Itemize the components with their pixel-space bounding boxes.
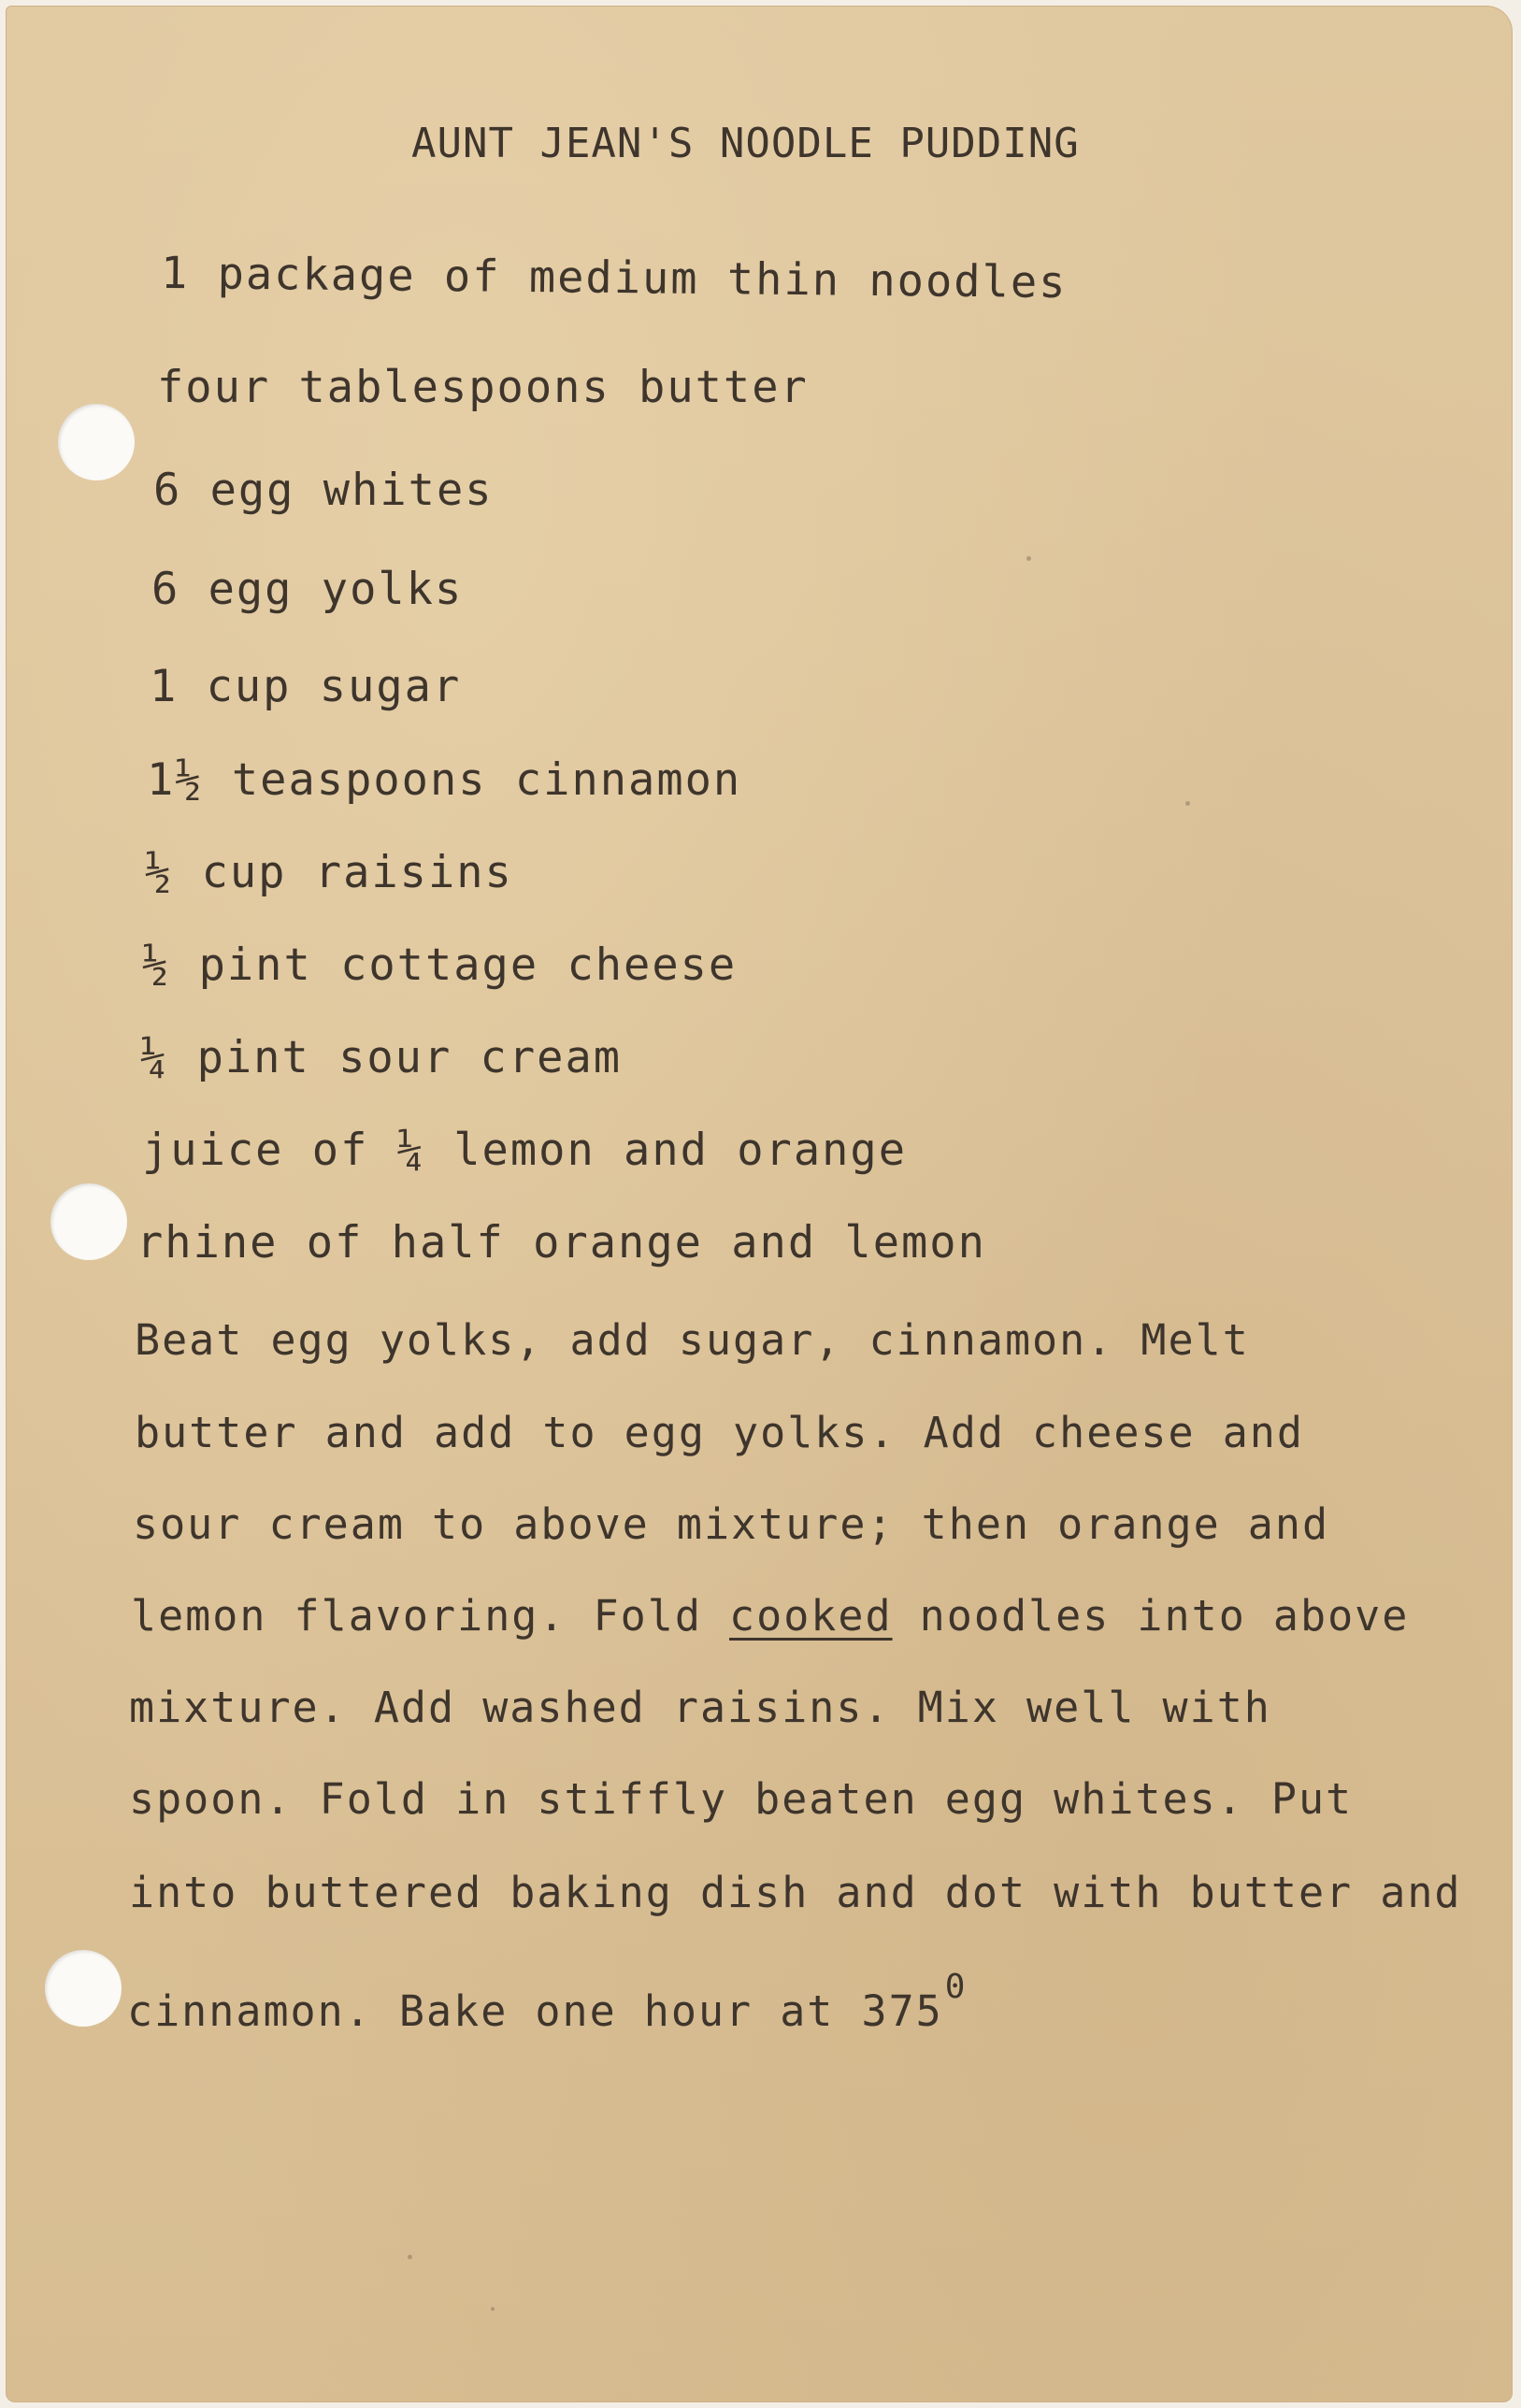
instruction-text: cinnamon. Bake one hour at 375 — [127, 1986, 943, 2036]
punch-hole-top — [58, 404, 135, 480]
instruction-line: Beat egg yolks, add sugar, cinnamon. Melt — [135, 1315, 1250, 1365]
paper-speck — [1185, 801, 1190, 806]
instruction-line — [131, 1591, 1409, 1641]
ingredient-line: 1½ teaspoons cinnamon — [147, 754, 742, 806]
paper-speck — [408, 2255, 412, 2259]
instruction-line: sour cream to above mixture; then orange and — [133, 1499, 1330, 1549]
ingredient-line: 6 egg whites — [153, 465, 494, 516]
ingredient-line: ½ cup raisins — [145, 847, 513, 898]
instruction-line: mixture. Add washed raisins. Mix well with — [129, 1683, 1271, 1732]
ingredient-line: 1 cup sugar — [150, 661, 462, 712]
degree-mark: 0 — [944, 1968, 968, 2006]
ingredient-line: four tablespoons butter — [157, 362, 809, 413]
punch-hole-bottom — [45, 1950, 122, 2027]
paper-speck — [491, 2307, 495, 2311]
instruction-text: lemon flavoring. Fold — [131, 1591, 730, 1641]
instruction-line: spoon. Fold in stiffly beaten egg whites. Put — [129, 1774, 1354, 1824]
instruction-line: butter and add to egg yolks. Add cheese and — [135, 1408, 1304, 1457]
ingredient-line: juice of ¼ lemon and orange — [142, 1125, 908, 1176]
ingredient-line: 1 package of medium thin noodles — [160, 247, 1068, 309]
paper-speck — [1026, 556, 1031, 561]
punch-hole-middle — [50, 1183, 127, 1260]
ingredient-line: rhine of half orange and lemon — [136, 1217, 986, 1268]
ingredient-line: ¼ pint sour cream — [140, 1032, 623, 1083]
ingredient-line: ½ pint cottage cheese — [142, 939, 738, 991]
instruction-text: noodles into above — [892, 1591, 1410, 1641]
recipe-title: AUNT JEAN'S NOODLE PUDDING — [411, 120, 1080, 167]
instruction-line: into buttered baking dish and dot with butter and — [129, 1868, 1462, 1917]
ingredient-line: 6 egg yolks — [151, 564, 464, 615]
underlined-word: cooked — [729, 1591, 893, 1641]
instruction-line — [127, 1968, 967, 2036]
